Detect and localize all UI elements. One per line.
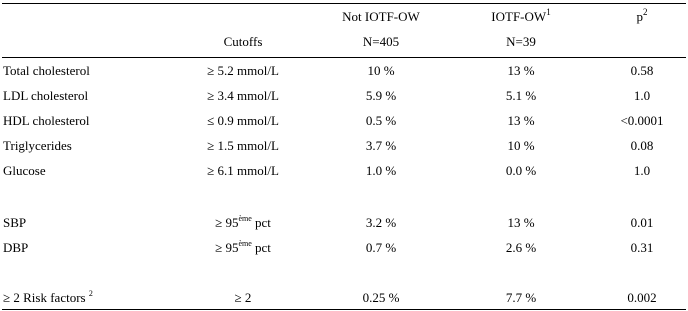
cutoff-suffix: pct [251, 240, 271, 255]
row-label: DBP [3, 240, 29, 255]
header-group2-name [466, 6, 576, 24]
header-group2-n: N=39 [506, 34, 536, 49]
row-p: <0.0001 [620, 113, 664, 128]
row-ow: 13 % [507, 215, 535, 230]
header-group2-footnote: 1 [546, 6, 551, 17]
row-label: Total cholesterol [3, 63, 90, 78]
row-cutoff: ≤ 0.9 mmol/L [207, 113, 279, 128]
row-p: 0.31 [630, 240, 654, 255]
row-ow: 2.6 % [505, 240, 537, 255]
header-group1-name: Not IOTF-OW [342, 9, 420, 24]
row-label: SBP [3, 215, 27, 230]
row-ow: 0.0 % [505, 163, 537, 178]
row-p: 0.08 [630, 138, 654, 153]
header-cutoffs: Cutoffs [223, 34, 263, 49]
row-not-ow: 3.2 % [365, 215, 397, 230]
top-rule [2, 3, 686, 4]
row-not-ow: 0.7 % [365, 240, 397, 255]
row-cutoff: ≥ 1.5 mmol/L [207, 138, 279, 153]
header-rule [2, 57, 686, 58]
row-cutoff: ≥ 6.1 mmol/L [207, 163, 279, 178]
row-not-ow: 1.0 % [365, 163, 397, 178]
row-not-ow: 0.5 % [365, 113, 397, 128]
summary-label: ≥ 2 Risk factors [3, 290, 89, 305]
row-cutoff [168, 240, 318, 255]
row-ow: 10 % [507, 138, 535, 153]
row-cutoff [168, 215, 318, 230]
header-group1-n: N=405 [362, 34, 400, 49]
row-label: HDL cholesterol [3, 113, 90, 128]
row-ow: 7.7 % [505, 290, 537, 305]
header-p-label: p [636, 9, 643, 24]
cutoff-prefix: ≥ 95 [215, 215, 239, 230]
row-not-ow: 3.7 % [365, 138, 397, 153]
row-ow: 5.1 % [505, 88, 537, 103]
row-label [3, 290, 93, 305]
row-cutoff: ≥ 5.2 mmol/L [207, 63, 279, 78]
cutoff-superscript: ème [238, 238, 252, 248]
header-p-footnote: 2 [643, 6, 648, 17]
header-p-value [600, 6, 684, 24]
row-p: 0.002 [627, 290, 657, 305]
cutoff-superscript: ème [238, 213, 252, 223]
row-cutoff: ≥ 2 [234, 290, 252, 305]
row-label: LDL cholesterol [3, 88, 89, 103]
row-p: 1.0 [633, 163, 651, 178]
row-p: 0.01 [630, 215, 654, 230]
row-label: Glucose [3, 163, 46, 178]
row-p: 0.58 [630, 63, 654, 78]
row-label: Triglycerides [3, 138, 72, 153]
row-cutoff: ≥ 3.4 mmol/L [207, 88, 279, 103]
bottom-rule [2, 309, 686, 310]
row-ow: 13 % [507, 113, 535, 128]
header-group2-label: IOTF-OW [491, 9, 547, 24]
cutoff-suffix: pct [251, 215, 271, 230]
row-ow: 13 % [507, 63, 535, 78]
cutoff-prefix: ≥ 95 [215, 240, 239, 255]
row-not-ow: 0.25 % [362, 290, 400, 305]
row-p: 1.0 [633, 88, 651, 103]
summary-footnote: 2 [88, 288, 93, 298]
row-not-ow: 10 % [367, 63, 395, 78]
row-not-ow: 5.9 % [365, 88, 397, 103]
